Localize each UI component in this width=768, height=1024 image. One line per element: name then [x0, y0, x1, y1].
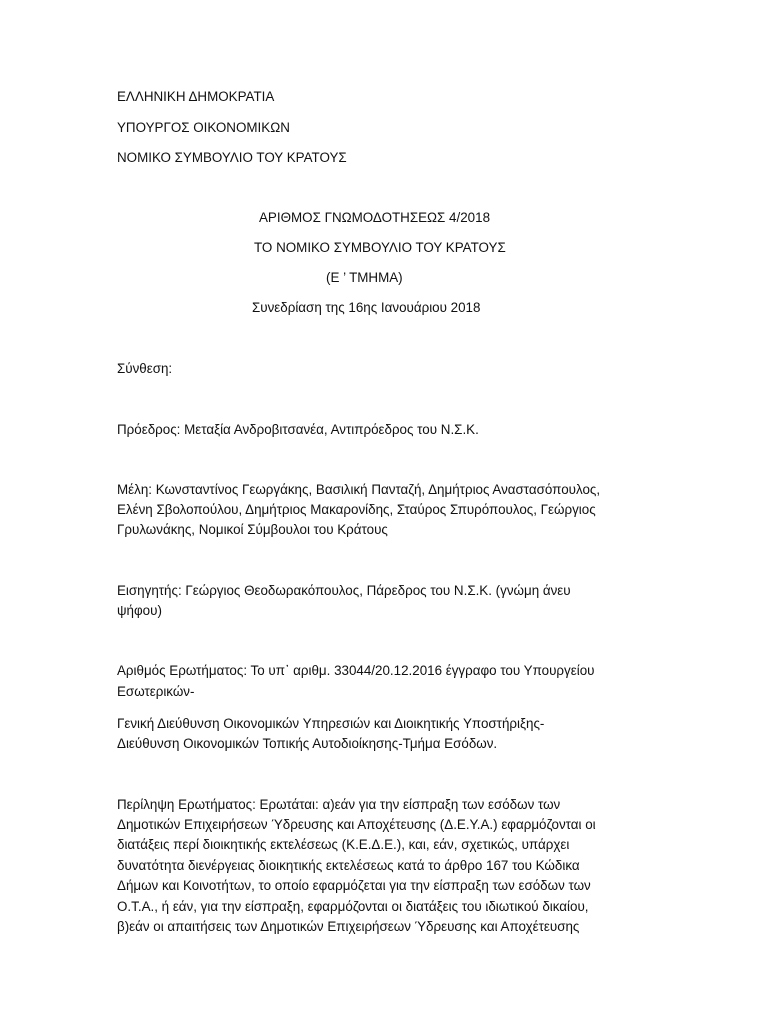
summary-line: β)εάν οι απαιτήσεις των Δημοτικών Επιχειρήσεων Ύδρευσης και Αποχέτευσης [117, 919, 580, 934]
rapporteur-line: ψήφου) [117, 603, 162, 618]
president-line: Πρόεδρος: Μεταξία Ανδροβιτσανέα, Αντιπρόεδρος του Ν.Σ.Κ. [117, 422, 479, 437]
directorate-line: Διεύθυνση Οικονομικών Τοπικής Αυτοδιοίκησης-Τμήμα Εσόδων. [117, 736, 498, 751]
header-council: ΝΟΜΙΚΟ ΣΥΜΒΟΥΛΙΟ ΤΟΥ ΚΡΑΤΟΥΣ [117, 150, 347, 165]
question-number-line: Εσωτερικών- [117, 684, 195, 699]
members-line: Γρυλωνάκης, Νομικοί Σύμβουλοι του Κράτους [117, 522, 388, 537]
header-republic: ΕΛΛΗΝΙΚΗ ΔΗΜΟΚΡΑΤΙΑ [117, 89, 275, 104]
members-line: Μέλη: Κωνσταντίνος Γεωργάκης, Βασιλική Πανταζή, Δημήτριος Αναστασόπουλος, [117, 482, 601, 497]
directorate-line: Γενική Διεύθυνση Οικονομικών Υπηρεσιών και Διοικητικής Υποστήριξης- [117, 716, 545, 731]
composition-heading: Σύνθεση: [117, 361, 173, 376]
summary-line: Δήμων και Κοινοτήτων, το οποίο εφαρμόζεται για την είσπραξη των εσόδων των [117, 878, 591, 893]
members-line: Ελένη Σβολοπούλου, Δημήτριος Μακαρονίδης, Σταύρος Σπυρόπουλος, Γεώργιος [117, 502, 596, 517]
session-date: Συνεδρίαση της 16ης Ιανουάριου 2018 [252, 300, 481, 315]
summary-line: διατάξεις περί διοικητικής εκτελέσεως (Κ.Ε.Δ.Ε.), και, εάν, σχετικώς, υπάρχει [117, 837, 570, 852]
rapporteur-line: Εισηγητής: Γεώργιος Θεοδωρακόπουλος, Πάρεδρος του Ν.Σ.Κ. (γνώμη άνευ [117, 583, 571, 598]
section-title: (Ε ’ ΤΜΗΜΑ) [326, 270, 403, 285]
question-number-line: Αριθμός Ερωτήματος: Το υπ᾽ αριθμ. 33044/20.12.2016 έγγραφο του Υπουργείου [117, 663, 595, 678]
summary-line: Περίληψη Ερωτήματος: Ερωτάται: α)εάν για την είσπραξη των εσόδων των [117, 797, 561, 812]
header-ministry: ΥΠΟΥΡΓΟΣ ΟΙΚΟΝΟΜΙΚΩΝ [117, 120, 290, 135]
opinion-number: ΑΡΙΘΜΟΣ ΓΝΩΜΟΔΟΤΗΣΕΩΣ 4/2018 [259, 210, 491, 225]
council-title: ΤΟ ΝΟΜΙΚΟ ΣΥΜΒΟΥΛΙΟ ΤΟΥ ΚΡΑΤΟΥΣ [254, 240, 506, 255]
summary-line: Ο.Τ.Α., ή εάν, για την είσπραξη, εφαρμόζονται οι διατάξεις του ιδιωτικού δικαίου, [117, 899, 589, 914]
summary-line: Δημοτικών Επιχειρήσεων Ύδρευσης και Αποχέτευσης (Δ.Ε.Υ.Α.) εφαρμόζονται οι [117, 817, 596, 832]
summary-line: δυνατότητα διενέργειας διοικητικής εκτελέσεως κατά το άρθρο 167 του Κώδικα [117, 858, 580, 873]
